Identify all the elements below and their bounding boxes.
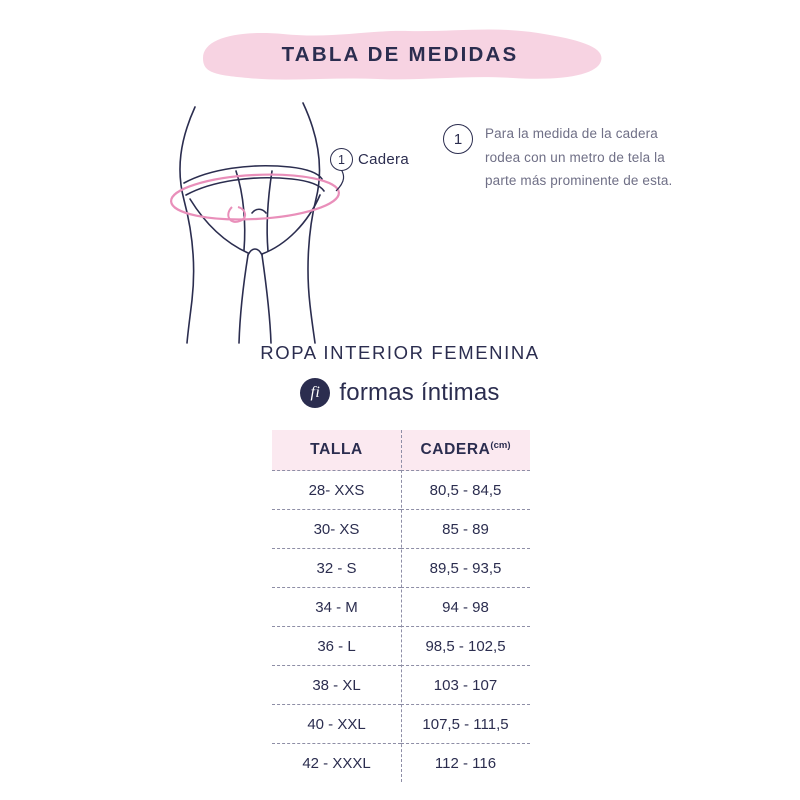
table-header-row (272, 430, 530, 471)
cell-talla: 40 - XXL (272, 705, 401, 744)
body-illustration (140, 95, 440, 345)
column-header-unit: (cm) (490, 440, 511, 452)
callout-label-cadera: Cadera (358, 151, 409, 168)
brand-mark-icon: fi (300, 378, 330, 408)
body-illustration-svg (140, 95, 440, 345)
cell-cadera: 112 - 116 (401, 744, 530, 783)
table-row (272, 549, 530, 588)
table-row (272, 510, 530, 549)
cell-cadera: 85 - 89 (401, 510, 530, 549)
note-number-1: 1 (443, 124, 473, 154)
cell-cadera: 89,5 - 93,5 (401, 549, 530, 588)
cell-talla: 42 - XXXL (272, 744, 401, 783)
cell-talla: 28- XXS (272, 471, 401, 510)
callout-number-1: 1 (330, 148, 353, 171)
brand-name: formas íntimas (339, 379, 500, 406)
cell-cadera: 94 - 98 (401, 588, 530, 627)
cell-cadera: 103 - 107 (401, 666, 530, 705)
hip-callout (330, 148, 409, 171)
size-table-head (272, 430, 530, 471)
cell-talla: 32 - S (272, 549, 401, 588)
table-row (272, 627, 530, 666)
instruction-note (443, 122, 693, 193)
cell-cadera: 107,5 - 111,5 (401, 705, 530, 744)
section-heading: ROPA INTERIOR FEMENINA (260, 342, 540, 363)
brand-lockup (0, 378, 800, 408)
table-row (272, 588, 530, 627)
cell-talla: 36 - L (272, 627, 401, 666)
cell-cadera: 98,5 - 102,5 (401, 627, 530, 666)
size-table-wrapper (272, 430, 530, 782)
cell-talla: 34 - M (272, 588, 401, 627)
column-header-cadera (401, 430, 530, 471)
size-table (272, 430, 530, 782)
table-row (272, 744, 530, 783)
column-header-talla: TALLA (310, 441, 363, 458)
cell-cadera: 80,5 - 84,5 (401, 471, 530, 510)
size-table-body (272, 471, 530, 783)
cell-talla: 38 - XL (272, 666, 401, 705)
table-row (272, 705, 530, 744)
page-title: TABLA DE MEDIDAS (281, 43, 519, 66)
title-banner (193, 28, 607, 82)
column-header-cadera-label: CADERA (420, 441, 491, 459)
table-row (272, 471, 530, 510)
cell-talla: 30- XS (272, 510, 401, 549)
note-text: Para la medida de la cadera rodea con un metro de tela la parte más prominente de esta. (485, 126, 673, 189)
table-row (272, 666, 530, 705)
